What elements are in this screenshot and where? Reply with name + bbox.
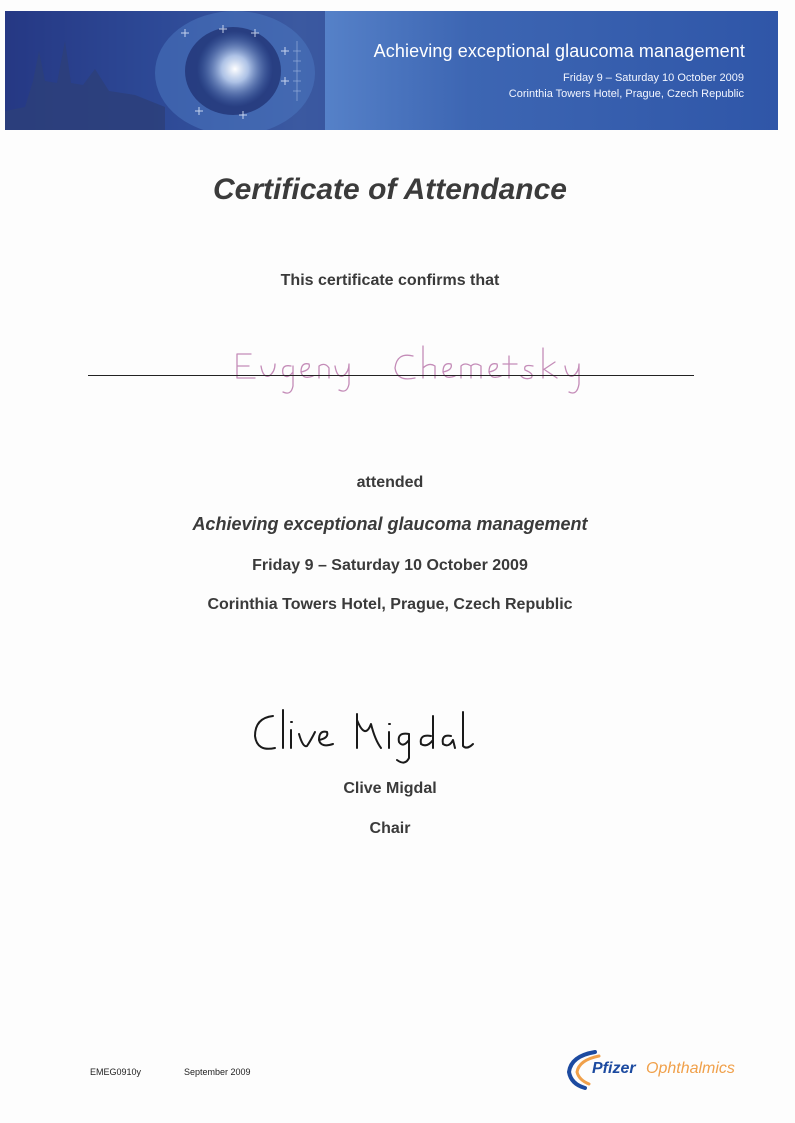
chair-role: Chair: [369, 820, 411, 837]
pfizer-ophthalmics-logo: [565, 1046, 750, 1091]
event-venue: Corinthia Towers Hotel, Prague, Czech Republic: [207, 596, 573, 613]
issue-date: September 2009: [184, 1067, 251, 1077]
banner-title: Achieving exceptional glaucoma management: [373, 41, 745, 61]
attendee-name-handwriting: [225, 336, 605, 400]
logo-brand: Pfizer: [592, 1060, 636, 1077]
header-banner: [5, 11, 778, 130]
attended-text: attended: [356, 474, 424, 491]
document-code: EMEG0910y: [90, 1067, 142, 1077]
logo-division: Ophthalmics: [646, 1060, 735, 1077]
banner-venue: Corinthia Towers Hotel, Prague, Czech Republic: [508, 88, 744, 100]
attendee-name-line: [88, 375, 694, 376]
banner-dates: Friday 9 – Saturday 10 October 2009: [563, 72, 744, 84]
eye-castle-artwork: [5, 11, 325, 130]
event-name: Achieving exceptional glaucoma management: [192, 514, 588, 534]
confirms-text: This certificate confirms that: [280, 272, 500, 289]
event-dates: Friday 9 – Saturday 10 October 2009: [252, 557, 528, 574]
chair-name: Clive Migdal: [343, 780, 437, 797]
chair-signature: [245, 700, 545, 770]
certificate-title: Certificate of Attendance: [213, 173, 567, 206]
